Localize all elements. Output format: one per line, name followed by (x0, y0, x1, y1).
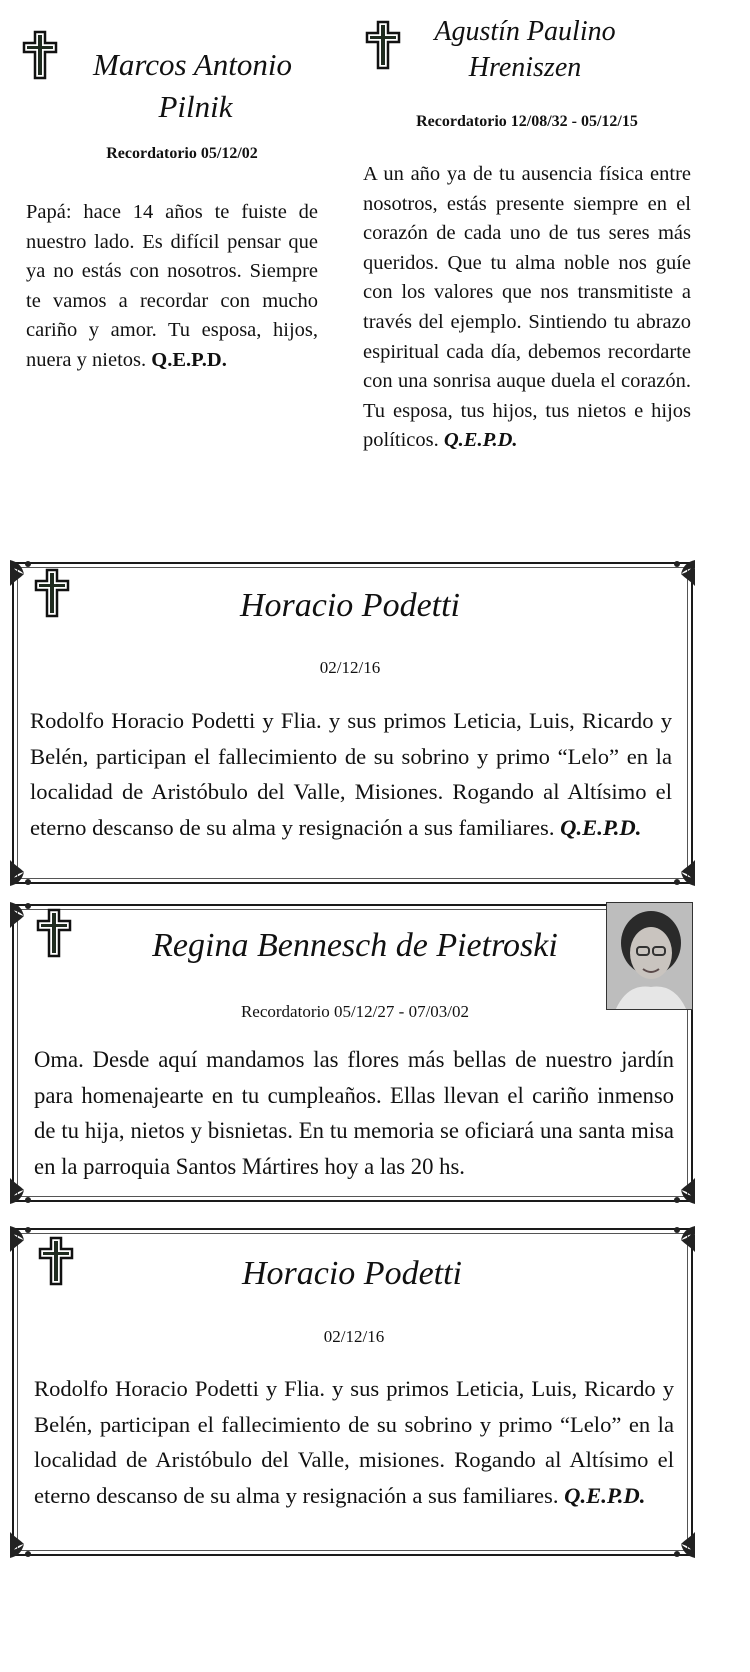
cross-icon (34, 568, 70, 618)
cross-icon (22, 30, 58, 80)
portrait-photo (606, 902, 693, 1010)
cross-icon (365, 20, 401, 70)
corner-ornament-icon (667, 558, 697, 588)
cross-icon (36, 908, 72, 958)
corner-ornament-icon (8, 900, 38, 930)
notice-name: Regina Bennesch de Pietroski (152, 927, 558, 964)
notice-body-text: Oma. Desde aquí mandamos las flores más bellas de nuestro jardín para homenajearte en tu cumpleaños. Ellas llevan el cariño inmenso de tu hija, nietos y bisnietas. En tu memoria se oficiará una santa misa en la parroquia Santos Mártires hoy a las 20 hs. (34, 1047, 674, 1179)
notice-subtitle: 02/12/16 (323, 1327, 385, 1346)
notice-closing: Q.E.P.D. (560, 814, 642, 840)
notice-closing: Q.E.P.D. (564, 1482, 646, 1508)
corner-ornament-icon (8, 858, 38, 888)
notice-body (30, 703, 672, 845)
notice-body (34, 1042, 674, 1184)
notice-name: Horacio Podetti (241, 1255, 463, 1292)
notice-name-line2: Hreniszen (468, 52, 582, 83)
notice-body-text: Rodolfo Horacio Podetti y Flia. y sus primos Leticia, Luis, Ricardo y Belén, participan el fallecimiento de su sobrino y primo “Lelo” en la localidad de Aristóbulo del Valle, Misiones. Rogando al Altísimo el eterno descanso de su alma y resignación a sus familiares. (30, 708, 672, 840)
notice-name-line1: Marcos Antonio (93, 47, 292, 82)
notice-body (34, 1371, 674, 1513)
notice-name (405, 14, 645, 86)
notice-subtitle: 02/12/16 (319, 658, 381, 677)
corner-ornament-icon (667, 1224, 697, 1254)
notice-name-line2: Pilnik (158, 89, 233, 124)
notice-closing: Q.E.P.D. (151, 348, 227, 371)
notice-body-text: A un año ya de tu ausencia física entre nosotros, estás presente siempre en el corazón de cada uno de tus seres más queridos. Que tu alma noble nos guíe con los valores que nos transmitiste a través del ejemplo. Sintiendo tu abrazo espiritual cada día, debemos recordarte con una sonrisa auque duela el corazón. Tu esposa, tus hijos, tus nietos e hijos políticos. (363, 163, 691, 452)
notice-name-line1: Agustín Paulino (434, 16, 616, 47)
corner-ornament-icon (667, 858, 697, 888)
notice-subtitle: Recordatorio 05/12/02 (106, 145, 258, 162)
notice-body (26, 198, 318, 375)
notice-body-text: Papá: hace 14 años te fuiste de nuestro lado. Es difícil pensar que ya no estás con nosotros. Siempre te vamos a recordar con mucho cariño y amor. Tu esposa, hijos, nuera y nietos. (26, 201, 318, 371)
cross-icon (38, 1236, 74, 1286)
notice-name: Horacio Podetti (239, 587, 461, 624)
notice-body-text: Rodolfo Horacio Podetti y Flia. y sus primos Leticia, Luis, Ricardo y Belén, participan el fallecimiento de su sobrino y primo “Lelo” en la localidad de Aristóbulo del Valle, misiones. Rogando al Altísimo el eterno descanso de su alma y resignación a sus familiares. (34, 1376, 674, 1508)
notice-closing: Q.E.P.D. (443, 429, 518, 452)
corner-ornament-icon (8, 1224, 38, 1254)
notice-body (363, 160, 691, 456)
notice-name (60, 44, 325, 128)
notice-subtitle: Recordatorio 12/08/32 - 05/12/15 (416, 113, 638, 130)
portrait-photo-illustration (607, 903, 693, 1010)
corner-ornament-icon (8, 1530, 38, 1560)
notice-subtitle: Recordatorio 05/12/27 - 07/03/02 (240, 1002, 470, 1021)
corner-ornament-icon (667, 1530, 697, 1560)
